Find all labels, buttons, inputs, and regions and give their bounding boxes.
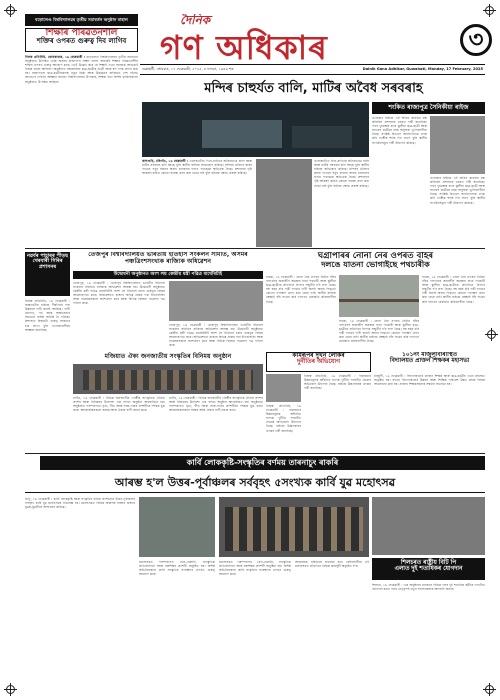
bottom-right-headline-line1: শিলচৰত ৰাষ্ট্ৰীয় বিটি পি [400, 560, 457, 566]
karbi-photo-2 [219, 497, 369, 557]
school-body: মাজুলী, ১৬ ফেব্ৰুৱাৰী : বিদ্যালয়খনৰ প্ৰাক্তন শিক্ষক আৰু ছাত্ৰ-ছাত্ৰীৰ এখন মহাসভা অনুষ্ঠিত হয়। সভাত বিদ্যালয়খনৰ উন্নয়ন আৰু শৈক্ষিক পৰিৱেশ উন্নত কৰাৰ বিষয়ে আলোচনা কৰা হয়। প্ৰাক্তন শিক্ষকসকলক সম্বৰ্ধনা জনোৱা হয়। [374, 374, 485, 387]
date-line-assamese: গুৱাহাটী, সোমবাৰ, ১৭ ফেব্ৰুৱাৰী, ২০২৫, ৪ ফাগুন, ১৯৪৬ শক [142, 67, 234, 71]
masthead-title: গণ অধিকাৰ [160, 28, 328, 64]
top-headline: মন্দিৰ চাহুৰ্যত বালি, মাটিৰ অবৈধ সৰবৰাহ [204, 81, 423, 96]
bridge-headline-line1: ঘগ্ৰাপাৰৰ নোনা নৈৰ ওপৰত বাঁহৰ [317, 252, 434, 261]
left-top-headline [25, 28, 138, 52]
bridge-story [266, 252, 485, 348]
complaint-headline-line2: দুৰ্নীতিৰ অভিযোগ [296, 358, 341, 366]
top-story-body-2: এলেকাটোত দিনে-ৰাতিয়ে অবৈধভাৱে বালি আৰু মাটিৰ সৰবৰাহ চলি আছে বুলি স্থানীয় ৰাইজে অভিযোগ কৰিছে। মন্দিৰৰ চৌহদৰ কাষৰ পথেৰে গধুৰ বাহনৰ অবাধ চলাচলৰ ফলত পথছোৱা ক্ষতিগ্ৰস্ত হৈছে। প্ৰশাসনৰ দৃষ্টি আকৰ্ষণ কৰিও কোনো ব্যৱস্থা গ্ৰহণ কৰা হোৱা নাই বুলি ৰাইজে ক্ষোভ প্ৰকাশ কৰিছে। [314, 159, 369, 188]
majuli-story [73, 352, 263, 450]
left-top-story [25, 14, 138, 246]
school-headline [374, 352, 485, 372]
bottom-right-body: শিলচৰ, ১৬ ফেব্ৰুৱাৰী : এক অনুষ্ঠানৰ মাজেৰে বিভিন্ন দলৰ দুই শতাধিক কৰ্মীয়ে দলটোত যোগদান কৰে। দলৰ নেতৃবৃন্দই নতুন সদস্যসকলক আদৰণি জনায়। [372, 583, 485, 592]
karbi-body-mid-2: মহোৎসৱত পৰম্পৰাগত খেল-ধেমালি, সাংস্কৃতিক প্ৰতিযোগিতা আৰু হস্তশিল্পৰ প্ৰদৰ্শনী অনুষ্ঠিত হয়। বিশিষ্ট অতিথিসকলে কাৰ্বি সংস্কৃতিৰ সংৰক্ষণৰ ওপৰত গুৰুত্ব আৰোপ কৰে। [219, 560, 291, 577]
registration-mark [6, 685, 15, 694]
right-story-photo [430, 116, 485, 174]
left-top-body-text: বড়োলেণ্ড বিশ্ববিদ্যালয়ৰ তৃতীয় সমাবৰ্তন অনুষ্ঠানত উপস্থিত থাকি অসমৰ ৰাজ্যপাল লক্ষ্মণ প্ৰসাদ আচাৰ্যই শিক্ষাৰ পৰিৱৰ্তনশীল শক্তিৰ ওপৰত গুৰুত্ব আৰোপ কৰে। তেওঁ উল্লেখ কৰে যে শিক্ষাই এখন সমাজক আগুৱাই নিয়াৰ প্ৰধান আহিলা। অনুষ্ঠানত বহুকেইজন ছাত্ৰ-ছাত্ৰীক ডিগ্ৰী আৰু স্বৰ্ণ পদক প্ৰদান কৰা হয়। ৰাজ্যপালে ছাত্ৰ-ছাত্ৰীসকলক নতুন চিন্তা আৰু উদ্ভাৱনৰ জৰিয়তে দেশ গঠনত আগভাগ ল'বলৈ আহ্বান জনায়। বিশ্ববিদ্যালয়ৰ উপাচাৰ্য, শিক্ষক তথা বিশিষ্ট ব্যক্তিসকলো অনুষ্ঠানত উপস্থিত আছিল। [25, 55, 138, 84]
majuli-headline: মজিয়াত ঐক্য জনজাতীয় সংস্কৃতিৰ বিনিময় অনুষ্ঠান [104, 353, 232, 360]
karbi-body-right: আয়োজক সমিতিয়ে জনোৱা মতে কেইবাদিনীয়া এই মহোৎসৱত প্ৰতিদিনে বিভিন্ন কাৰ্যসূচী অনুষ্ঠিত হ'ব। [295, 560, 369, 569]
bridge-headline [266, 252, 485, 272]
left-top-kicker: বড়োলেণ্ড বিশ্ববিদ্যালয়ৰ তৃতীয় সমাবৰ্তন অনুষ্ঠান বাহাল [25, 14, 138, 26]
complaint-body: নিজস্ব প্ৰতিনিধি, ১৬ ফেব্ৰুৱাৰী : পঞ্চায়তৰ উন্নয়নমূলক আঁচনিত ব্যাপক দুৰ্নীতি সংঘটিত হোৱাৰ অভিযোগ উত্থাপন হৈছে। ৰাইজে উচ্চপৰ্যায়ৰ তদন্তৰ দাবী জনাইছে। [304, 374, 371, 391]
registration-mark [487, 330, 496, 339]
karbi-body-left: ডিফু, ১৬ ফেব্ৰুৱাৰী : কাৰ্বি লোককৃষ্টি আৰু সংস্কৃতিৰ বৰ্ণময় প্ৰদৰ্শনেৰে উত্তৰ-পূৰ্বাঞ্চলৰ সৰ্ববৃহৎ কাৰ্বি যুৱ মহোৎসৱৰ শুভাৰম্ভ হয়। মহোৎসৱত বিভিন্ন অঞ্চলৰ হাজাৰ হাজাৰ যুৱক-যুৱতীয়ে অংশগ্ৰহণ কৰিছে। [25, 497, 135, 510]
left-top-body [25, 55, 138, 245]
left-side-story [25, 252, 70, 412]
majuli-photo [73, 364, 263, 394]
date-line-english: Dainik Gana Adhikar, Guwahati, Monday, 17 February, 2025 [362, 67, 483, 71]
tezpur-story [73, 252, 263, 348]
bridge-body-2: বাকো, ১৬ ফেব্ৰুৱাৰী : নোনা নৈৰ ওপৰত নিৰ্মিত বাঁহৰ দলংখনৰ জৰাজীৰ্ণ অৱস্থাৰ বাবে পথচাৰী আৰু স্কুলীয়া ছাত্ৰ-ছাত্ৰীয়ে প্ৰতিদিনে বিপদৰ সন্মুখীন হ'ব লগা হৈছে। বহু বছৰ ধৰি পকী দলঙৰ দাবী জনাই অহাৰ পিছতো কোনো পদক্ষেপ গ্ৰহণ কৰা হোৱা নাই। স্থানীয় ৰাইজে স্বেচ্ছাই বাঁহ সংগ্ৰহ কৰি দলংখন মেৰামতি কৰিবলগীয়া হৈছে। [339, 319, 419, 344]
right-story-body-2: এলেকাৰ ৰাইজে এই অবৈধ কাৰবাৰ বন্ধ কৰিবলৈ প্ৰশাসনৰ ওচৰত দাবী জনাইছে। পথৰ দুৰৱস্থাৰ বাবে স্কুলীয়া ছাত্ৰ-ছাত্ৰী আৰু সাধাৰণ যাত্ৰীয়ে চৰম অসুবিধা ভুগিবলগীয়া হৈছে। সংশ্লিষ্ট বিভাগে অনতিপলমে তদন্ত কৰি দোষীক শাস্তি দিব লাগে বুলি স্থানীয় সংগঠনসমূহে দাবী উত্থাপন কৰিছে। [430, 176, 485, 205]
complaint-body-2: নিজস্ব প্ৰতিনিধি, ১৬ ফেব্ৰুৱাৰী : পঞ্চায়তৰ উন্নয়নমূলক আঁচনিত ব্যাপক দুৰ্নীতি সংঘটিত হোৱাৰ অভিযোগ উত্থাপন হৈছে। ৰাইজে উচ্চপৰ্যায়ৰ তদন্তৰ দাবী জনাইছে। [266, 404, 301, 433]
bottom-right-headline [372, 558, 485, 580]
bridge-body: বাকো, ১৬ ফেব্ৰুৱাৰী : নোনা নৈৰ ওপৰত নিৰ্মিত বাঁহৰ দলংখনৰ জৰাজীৰ্ণ অৱস্থাৰ বাবে পথচাৰী আৰু স্কুলীয়া ছাত্ৰ-ছাত্ৰীয়ে প্ৰতিদিনে বিপদৰ সন্মুখীন হ'ব লগা হৈছে। বহু বছৰ ধৰি পকী দলঙৰ দাবী জনাই অহাৰ পিছতো কোনো পদক্ষেপ গ্ৰহণ কৰা হোৱা নাই। স্থানীয় ৰাইজে স্বেচ্ছাই বাঁহ সংগ্ৰহ কৰি দলংখন মেৰামতি কৰিবলগীয়া হৈছে। [266, 275, 336, 304]
left-top-headline-line1: শিক্ষাৰ পৰিৱৰ্তনশীল [45, 28, 118, 38]
majuli-body: নগাঁও, ১৬ ফেব্ৰুৱাৰী : বিভিন্ন জনজাতীয় গোষ্ঠীৰ সাংস্কৃতিক ঐতিহ্য প্ৰদৰ্শন আৰু বিনিময়ৰ উদ্দেশ্যে এক বৰ্ণাঢ্য অনুষ্ঠান আয়োজিত হয়। অনুষ্ঠানত পৰম্পৰাগত নৃত্য, গীত আৰু সাজ-পাৰৰ প্ৰদৰ্শনীয়ে দৰ্শকক মুগ্ধ কৰে। আয়োজকসকলে সমন্বয় আৰু ঐক্যৰ বাণী প্ৰচাৰ কৰে। [73, 396, 165, 413]
complaint-story [266, 352, 371, 450]
bottom-right-headline-line2: এলাত দুই শতাধিকৰ যোগদান [394, 566, 463, 573]
tezpur-headline: তেজপুৰ বিশ্ববিদ্যালয়ত ভাৰতীয় ইতিহাস সংকলন সমিতি, অসমৰ পঞ্চত্ৰিংশসংখ্যক ৰাজ্যিক অধিৱেশন [88, 252, 248, 265]
registration-mark [485, 685, 494, 694]
top-story-body [142, 159, 252, 247]
majuli-body-2: নগাঁও, ১৬ ফেব্ৰুৱাৰী : বিভিন্ন জনজাতীয় গোষ্ঠীৰ সাংস্কৃতিক ঐতিহ্য প্ৰদৰ্শন আৰু বিনিময়ৰ উদ্দেশ্যে এক বৰ্ণাঢ্য অনুষ্ঠান আয়োজিত হয়। অনুষ্ঠানত পৰম্পৰাগত নৃত্য, গীত আৰু সাজ-পাৰৰ প্ৰদৰ্শনীয়ে দৰ্শকক মুগ্ধ কৰে। আয়োজকসকলে সমন্বয় আৰু ঐক্যৰ বাণী প্ৰচাৰ কৰে। [169, 396, 263, 413]
left-top-dateline: নিজস্ব প্ৰতিনিধি, কোকৰাঝাৰ, ১৬ ফেব্ৰুৱাৰী : [25, 55, 85, 59]
right-story-body-1: এলেকাৰ ৰাইজে এই অবৈধ কাৰবাৰ বন্ধ কৰিবলৈ প্ৰশাসনৰ ওচৰত দাবী জনাইছে। পথৰ দুৰৱস্থাৰ বাবে স্কুলীয়া ছাত্ৰ-ছাত্ৰী আৰু সাধাৰণ যাত্ৰীয়ে চৰম অসুবিধা ভুগিবলগীয়া হৈছে। সংশ্লিষ্ট বিভাগে অনতিপলমে তদন্ত কৰি দোষীক শাস্তি দিব লাগে বুলি স্থানীয় সংগঠনসমূহে দাবী উত্থাপন কৰিছে। [372, 116, 427, 145]
complaint-photo [266, 374, 301, 402]
school-headline-line1: ১০১নং মাজুলীবাৰীস্থিত [401, 352, 457, 358]
left-top-headline-line2: শক্তিৰ ওপৰত গুৰুত্ব দিব লাগিব [36, 37, 127, 46]
top-story-photo [142, 102, 369, 157]
karbi-photo-1 [139, 497, 215, 557]
top-story-dateline: কালগুড়ি, মৰিগাঁও, ১৬ ফেব্ৰুৱাৰী : [142, 159, 189, 163]
complaint-headline-line1: কামৰূপৰ দুখন লোকৰ [292, 352, 345, 359]
karbi-headline: আৰম্ভ হ'ল উত্তৰ-পূৰ্বাঞ্চলৰ সৰ্ববৃহৎ ৫সংখ্যক কাৰ্বি যুৱ মহোৎসৱ [25, 473, 485, 493]
tezpur-body: তেজপুৰ, ১৬ ফেব্ৰুৱাৰী : তেজপুৰ বিশ্ববিদ্যালয়ত ভাৰতীয় ইতিহাস সংকলন সমিতিৰ ৰাজ্যিক অধিৱেশন আৰম্ভ হয়। উদ্বোধনী অনুষ্ঠানত কেন্দ্ৰীয় মন্ত্ৰী পৱিত্ৰ মাৰ্ঘেৰিটাই অংশ লৈ ইতিহাস চৰ্চাৰ গুৰুত্বৰ বিষয়ে আলোকপাত কৰে। অধিৱেশনত ৰাজ্যৰ বিভিন্ন প্ৰান্তৰ পৰা ইতিহাসবিদ আৰু গৱেষকসকলে অংশগ্ৰহণ কৰে আৰু বিভিন্ন বিষয়ত গৱেষণা পত্ৰ দাখিল কৰে। [73, 281, 165, 306]
bridge-photo [339, 275, 419, 317]
bridge-body-3: বাকো, ১৬ ফেব্ৰুৱাৰী : নোনা নৈৰ ওপৰত নিৰ্মিত বাঁহৰ দলংখনৰ জৰাজীৰ্ণ অৱস্থাৰ বাবে পথচাৰী আৰু স্কুলীয়া ছাত্ৰ-ছাত্ৰীয়ে প্ৰতিদিনে বিপদৰ সন্মুখীন হ'ব লগা হৈছে। বহু বছৰ ধৰি পকী দলঙৰ দাবী জনাই অহাৰ পিছতো কোনো পদক্ষেপ গ্ৰহণ কৰা হোৱা নাই। স্থানীয় ৰাইজে স্বেচ্ছাই বাঁহ সংগ্ৰহ কৰি দলংখন মেৰামতি কৰিবলগীয়া হৈছে। [422, 275, 485, 304]
top-story-body-text: এলেকাটোত দিনে-ৰাতিয়ে অবৈধভাৱে বালি আৰু মাটিৰ সৰবৰাহ চলি আছে বুলি স্থানীয় ৰাইজে অভিযোগ কৰিছে। মন্দিৰৰ চৌহদৰ কাষৰ পথেৰে গধুৰ বাহনৰ অবাধ চলাচলৰ ফলত পথছোৱা ক্ষতিগ্ৰস্ত হৈছে। প্ৰশাসনৰ দৃষ্টি আকৰ্ষণ কৰিও কোনো ব্যৱস্থা গ্ৰহণ কৰা হোৱা নাই বুলি ৰাইজে ক্ষোভ প্ৰকাশ কৰিছে। [142, 159, 252, 176]
karbi-kicker: কাৰ্বি লোককৃষ্টি-সংস্কৃতিৰ বৰ্ণময় তাৰনাচুং ৰাকৰি [40, 456, 485, 470]
right-banner: শংকিত ৰাজ্যপুত্ৰ সৈনিকীয়া ৰাইজ [372, 102, 485, 114]
complaint-headline [266, 352, 371, 372]
karbi-body-mid: মহোৎসৱত পৰম্পৰাগত খেল-ধেমালি, সাংস্কৃতিক প্ৰতিযোগিতা আৰু হস্তশিল্পৰ প্ৰদৰ্শনী অনুষ্ঠিত হয়। বিশিষ্ট অতিথিসকলে কাৰ্বি সংস্কৃতিৰ সংৰক্ষণৰ ওপৰত গুৰুত্ব আৰোপ কৰে। [139, 560, 215, 577]
masthead [140, 14, 500, 76]
left-side-headline: নৱৰ্বৰ পাহাৰৰ পীড়ছ খেৰবাৰী গিৰিৰ প্ৰশাসনৰ [25, 252, 70, 296]
registration-mark [6, 6, 15, 15]
masthead-daily: দৈনিক [180, 14, 211, 27]
top-story-person-photo [256, 159, 312, 247]
tezpur-subhead: উদ্বোধনী অনুষ্ঠানত অংশ লয় কেন্দ্ৰীয় মন্ত্ৰী পৱিত্ৰ মাৰ্ঘেৰিটাই [73, 271, 263, 279]
school-headline-line2: বিদ্যালয়ত প্ৰাক্তন শিক্ষকৰ মহাসভা [389, 358, 470, 365]
tezpur-photo [169, 281, 263, 321]
bottom-right-photo [372, 497, 485, 555]
tezpur-body-2: তেজপুৰ, ১৬ ফেব্ৰুৱাৰী : তেজপুৰ বিশ্ববিদ্যালয়ত ভাৰতীয় ইতিহাস সংকলন সমিতিৰ ৰাজ্যিক অধিৱেশন আৰম্ভ হয়। উদ্বোধনী অনুষ্ঠানত কেন্দ্ৰীয় মন্ত্ৰী পৱিত্ৰ মাৰ্ঘেৰিটাই অংশ লৈ ইতিহাস চৰ্চাৰ গুৰুত্বৰ বিষয়ে আলোকপাত কৰে। অধিৱেশনত ৰাজ্যৰ বিভিন্ন প্ৰান্তৰ পৰা ইতিহাসবিদ আৰু গৱেষকসকলে অংশগ্ৰহণ কৰে আৰু বিভিন্ন বিষয়ত গৱেষণা পত্ৰ দাখিল কৰে। [169, 323, 263, 347]
masthead-dateline [140, 64, 485, 75]
page-number-badge: ৩ [460, 24, 492, 56]
school-story [374, 352, 485, 450]
left-side-body: নিজস্ব প্ৰতিনিধি, ১৬ ফেব্ৰুৱাৰী : অঞ্চলটোৰ ৰাইজে দীৰ্ঘদিনৰ পৰা উন্নয়নৰ দাবী জনাই আহিছে। পানী যোগান, পথ আৰু স্বাস্থ্যসেৱাৰ অভাৱত ৰাইজ অতিষ্ঠ হৈ পৰিছে। প্ৰশাসনে বিষয়টো গুৰুত্ব সহকাৰে চাব লাগে বুলি এলেকাবাসীয়ে আহ্বান জনাইছে। [25, 299, 70, 332]
bridge-headline-line2: দলঙে যাতনা ভোগাইছে পথচাৰীক [321, 259, 430, 269]
